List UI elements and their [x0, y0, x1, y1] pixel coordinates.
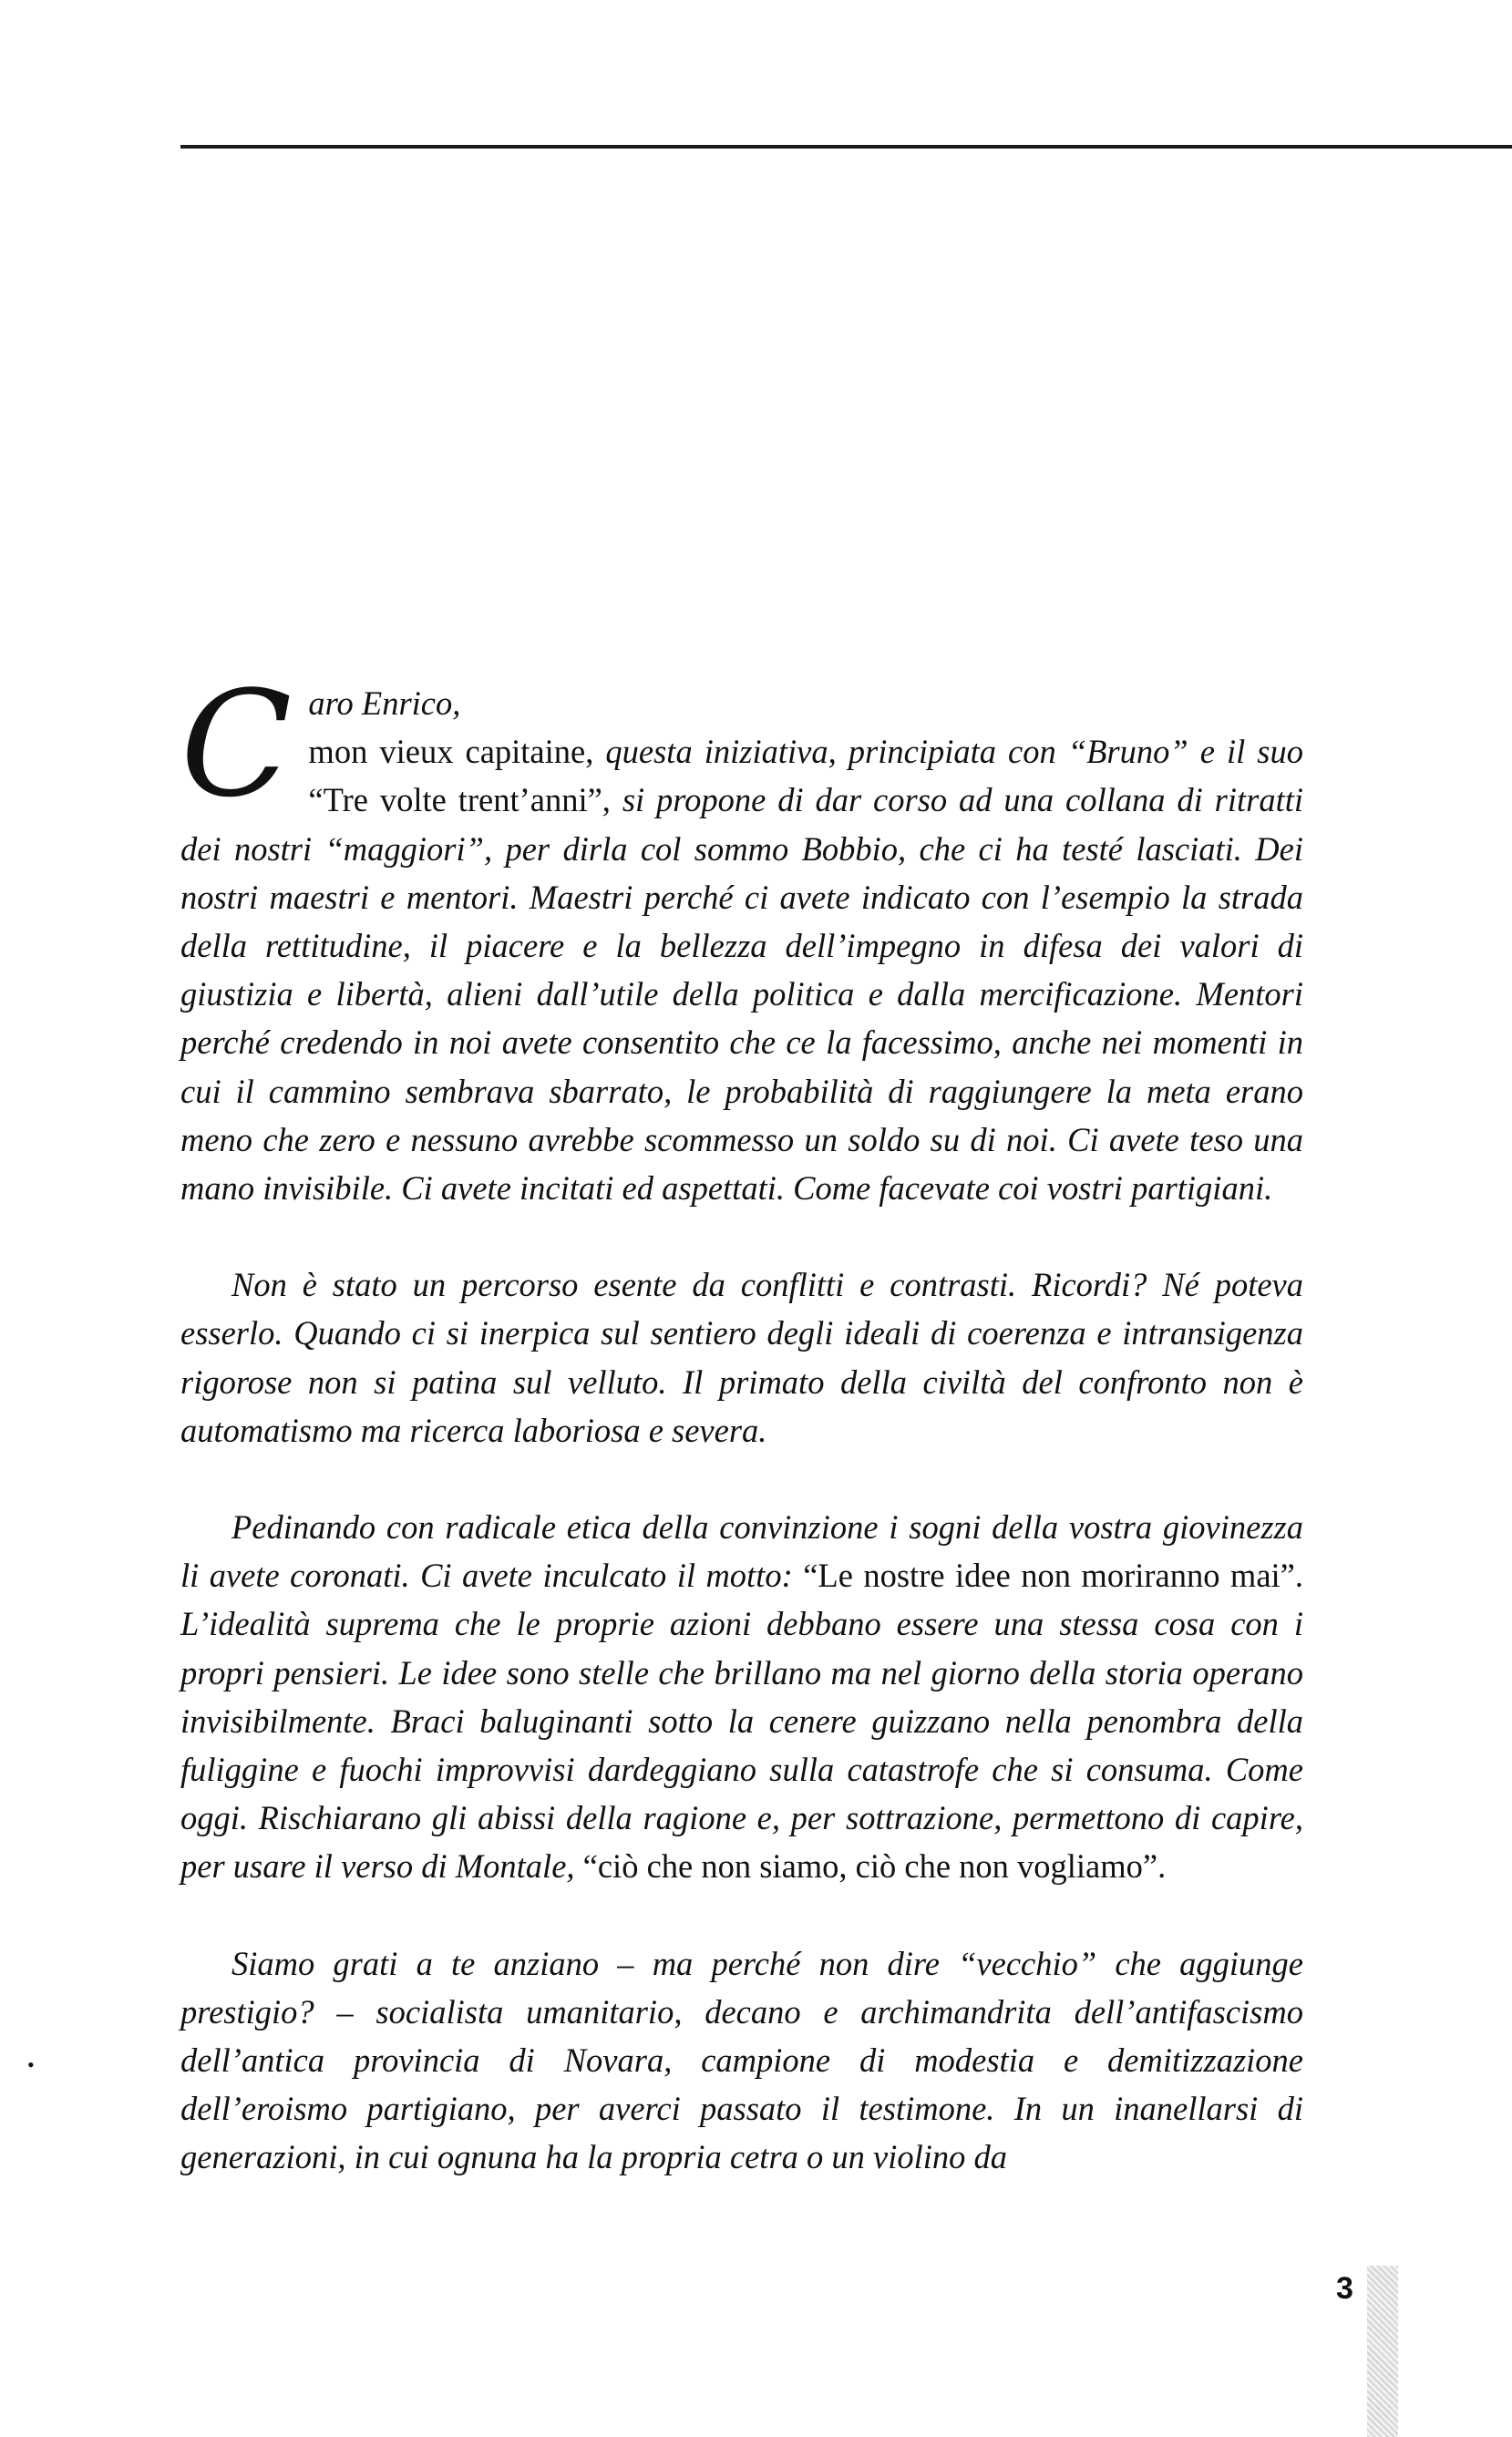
salutation: aro Enrico, — [308, 684, 461, 722]
text-run: Pedinando con radicale etica della convinzione i sogni della vostra giovinezza li avete coronati. Ci avete inculcato il motto: — [180, 1508, 1303, 1595]
paragraph-2 — [180, 1260, 1303, 1455]
paragraph-4 — [180, 1939, 1303, 2182]
text-run: L’idealità suprema che le proprie azioni debbano essere una stessa cosa con i propri pensieri. Le idee sono stelle che brillano ma nel giorno della storia operano invisibilmente. Braci baluginanti sotto la cenere guizzano nella penombra della fuliggine e fuochi improvvisi dardeggiano sulla catastrofe che si consuma. Come oggi. Rischiarano gli abissi della ragione e, per sottrazione, permettono di capire, per usare il verso di Montale, — [180, 1605, 1303, 1886]
page-number: 3 — [1336, 2271, 1353, 2306]
page-edge-texture — [1367, 2266, 1398, 2437]
text-run: “Tre volte trent’anni”, — [308, 781, 622, 819]
paragraph-2-text: Non è stato un percorso esente da conflitti e contrasti. Ricordi? Né poteva esserlo. Quando ci si inerpica sul sentiero degli ideali di coerenza e intransigenza rigorose non si patina sul velluto. Il primato della civiltà del confronto non è automatismo ma ricerca laboriosa e severa. — [180, 1266, 1303, 1449]
header-rule — [180, 145, 1512, 149]
paragraph-4-text: Siamo grati a te anziano – ma perché non dire “vecchio” che aggiunge prestigio? – socialista umanitario, decano e archimandrita dell’antifascismo dell’antica provincia di Novara, campione di modestia e demitizzazione dell’eroismo partigiano, per averci passato il testimone. In un inanellarsi di generazioni, in cui ognuna ha la propria cetra o un violino da — [180, 1944, 1303, 2176]
drop-cap: C — [180, 659, 293, 829]
paragraph-3 — [180, 1503, 1303, 1891]
text-run: si propone di dar corso ad una collana di ritratti dei nostri “maggiori”, per dirla col sommo Bobbio, che ci ha testé lasciati. Dei nostri maestri e mentori. Maestri perché ci avete indicato con l’esempio la strada della rettitudine, il piacere e la bellezza dell’impegno in difesa dei valori di giustizia e libertà, alieni dall’utile della politica e dalla mercificazione. Mentori perché credendo in noi avete consentito che ce la facessimo, anche nei momenti in cui il cammino sembrava sbarrato, le probabilità di raggiungere la meta erano meno che zero e nessuno avrebbe scommesso un soldo su di noi. Ci avete teso una mano invisibile. Ci avete incitati ed aspettati. Come facevate coi vostri partigiani. — [180, 781, 1303, 1208]
text-run: “Le nostre idee non moriranno mai”. — [803, 1557, 1303, 1595]
paragraph-1 — [180, 659, 1303, 1212]
text-run: questa iniziativa, principiata con “Bruno” e il suo — [605, 733, 1303, 771]
paragraph-1-text — [180, 733, 1303, 1207]
margin-mark: • — [27, 2053, 35, 2076]
letter-body — [180, 659, 1303, 2182]
text-run: mon vieux capitaine, — [308, 733, 606, 771]
text-run: “ciò che non siamo, ciò che non vogliamo”. — [582, 1847, 1167, 1886]
